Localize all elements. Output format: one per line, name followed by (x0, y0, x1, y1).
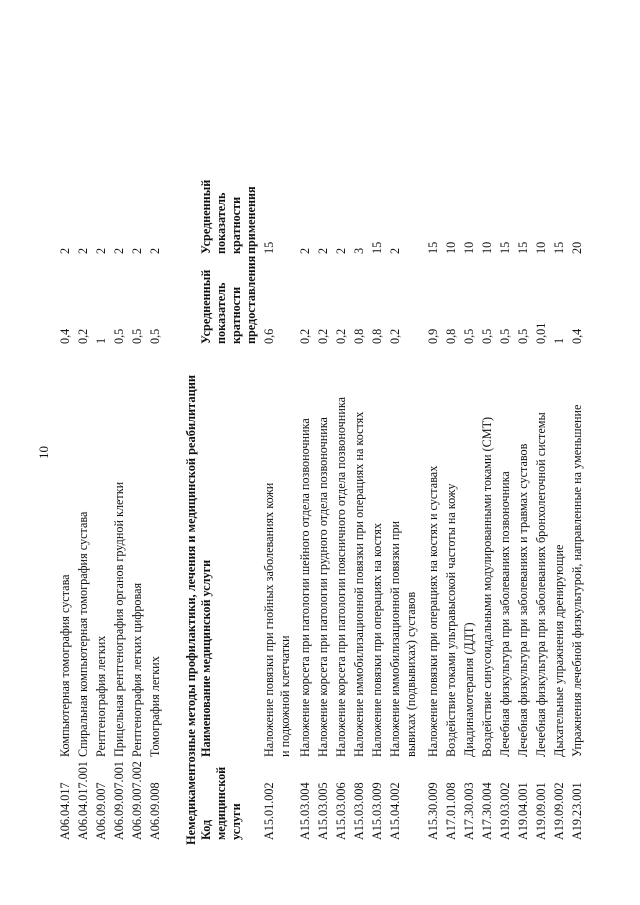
provision-rate: 0,4 (570, 328, 584, 344)
application-rate: 2 (76, 247, 90, 254)
application-rate: 2 (298, 247, 312, 254)
service-name: Наложение иммобилизационной повязки при операциях на костях (352, 411, 366, 757)
header-service-name: Наименование медицинской услуги (199, 559, 213, 757)
provision-rate: 0,5 (462, 328, 476, 344)
service-name: Воздействие токами ультравысокой частоты на кожу (444, 483, 458, 757)
service-name: Наложение корсета при патологии шейного отдела позвоночника (298, 418, 312, 757)
service-code: A19.09.001 (534, 782, 548, 840)
service-name: Наложение повязки при операциях на костях и суставах (426, 465, 440, 757)
service-name: Рентгенография легких (94, 635, 108, 757)
service-code: A19.04.001 (516, 782, 530, 840)
service-name: Наложение повязки при гнойных заболеваниях кожи и подкожной клетчатки (262, 482, 292, 757)
service-name: Прицельная рентгенография органов грудной клетки (112, 481, 126, 757)
service-code: A06.04.017 (58, 782, 72, 840)
service-name: Лечебная физкультура при заболеваниях бронхолегочной системы (534, 412, 548, 757)
service-code: A15.03.008 (352, 782, 366, 840)
provision-rate: 0,2 (316, 328, 330, 344)
provision-rate: 0,8 (444, 328, 458, 344)
provision-rate: 0,6 (262, 328, 276, 344)
service-code: A15.01.002 (262, 782, 276, 840)
application-rate: 2 (334, 247, 348, 254)
service-code: A06.09.008 (148, 782, 162, 840)
provision-rate: 0,2 (76, 328, 90, 344)
provision-rate: 0,5 (148, 328, 162, 344)
service-code: A15.03.004 (298, 782, 312, 840)
service-name: Лечебная физкультура при заболеваниях позвоночника (498, 471, 512, 757)
service-code: A15.30.009 (426, 782, 440, 840)
service-code: A06.09.007 (94, 782, 108, 840)
service-name: Диадинамотерапия (ДДТ) (462, 622, 476, 757)
application-rate: 10 (534, 241, 548, 254)
service-name: Наложение корсета при патологии поясничного отдела позвоночника (334, 397, 348, 757)
service-name: Рентгенография легких цифровая (130, 582, 144, 757)
provision-rate: 0,5 (112, 328, 126, 344)
service-name: Компьютерная томография сустава (58, 574, 72, 757)
header-provision-rate: Усредненный показатель кратности предоставления (199, 255, 258, 344)
application-rate: 20 (570, 241, 584, 254)
service-code: A06.09.007.002 (130, 761, 144, 840)
service-name: Воздействие синусоидальными модулированными токами (СМТ) (480, 416, 494, 757)
service-code: A15.04.002 (388, 782, 402, 840)
application-rate: 2 (388, 247, 402, 254)
provision-rate: 1 (94, 337, 108, 344)
provision-rate: 0,01 (534, 322, 548, 344)
application-rate: 15 (498, 241, 512, 254)
service-code: A19.23.001 (570, 782, 584, 840)
provision-rate: 0,2 (298, 328, 312, 344)
application-rate: 15 (516, 241, 530, 254)
service-name: Наложение повязки при операциях на костях (370, 523, 384, 757)
service-code: A06.04.017.001 (76, 761, 90, 840)
application-rate: 10 (480, 241, 494, 254)
service-name: Томография легких (148, 656, 162, 757)
service-name: Лечебная физкультура при заболеваниях и травмах суставов (516, 443, 530, 757)
application-rate: 2 (112, 247, 126, 254)
provision-rate: 0,8 (370, 328, 384, 344)
page-number: 10 (36, 446, 51, 459)
service-name: Дыхательные упражнения дренирующие (552, 544, 566, 757)
service-code: A19.09.002 (552, 782, 566, 840)
service-name: Упражнения лечебной физкультурой, направленные на уменьшение (570, 404, 584, 757)
section-title: Немедикаментозные методы профилактики, лечения и медицинской реабилитации (184, 374, 198, 845)
provision-rate: 0,4 (58, 328, 72, 344)
service-code: A15.03.006 (334, 782, 348, 840)
application-rate: 10 (444, 241, 458, 254)
service-code: A17.01.008 (444, 782, 458, 840)
service-code: A17.30.004 (480, 782, 494, 840)
service-name: Наложение иммобилизационной повязки при вывихах (подвывихах) суставов (388, 520, 418, 757)
application-rate: 3 (352, 247, 366, 254)
application-rate: 2 (148, 247, 162, 254)
application-rate: 10 (462, 241, 476, 254)
service-code: A19.03.002 (498, 782, 512, 840)
application-rate: 2 (130, 247, 144, 254)
header-code: Код медицинской услуги (199, 766, 243, 840)
application-rate: 15 (426, 241, 440, 254)
service-name: Наложение корсета при патологии грудного отдела позвоночника (316, 417, 330, 757)
provision-rate: 0,5 (498, 328, 512, 344)
service-code: A15.03.005 (316, 782, 330, 840)
application-rate: 15 (552, 241, 566, 254)
provision-rate: 0,8 (352, 328, 366, 344)
provision-rate: 0,5 (480, 328, 494, 344)
provision-rate: 0,5 (516, 328, 530, 344)
application-rate: 2 (94, 247, 108, 254)
application-rate: 15 (262, 241, 276, 254)
application-rate: 2 (58, 247, 72, 254)
service-code: A15.03.009 (370, 782, 384, 840)
provision-rate: 1 (552, 337, 566, 344)
provision-rate: 0,5 (130, 328, 144, 344)
provision-rate: 0,9 (426, 328, 440, 344)
service-code: A06.09.007.001 (112, 761, 126, 840)
provision-rate: 0,2 (334, 328, 348, 344)
service-code: A17.30.003 (462, 782, 476, 840)
application-rate: 15 (370, 241, 384, 254)
application-rate: 2 (316, 247, 330, 254)
provision-rate: 0,2 (388, 328, 402, 344)
service-name: Спиральная компьютерная томография сустава (76, 511, 90, 757)
header-application-rate: Усредненный показатель кратности применения (199, 179, 258, 254)
